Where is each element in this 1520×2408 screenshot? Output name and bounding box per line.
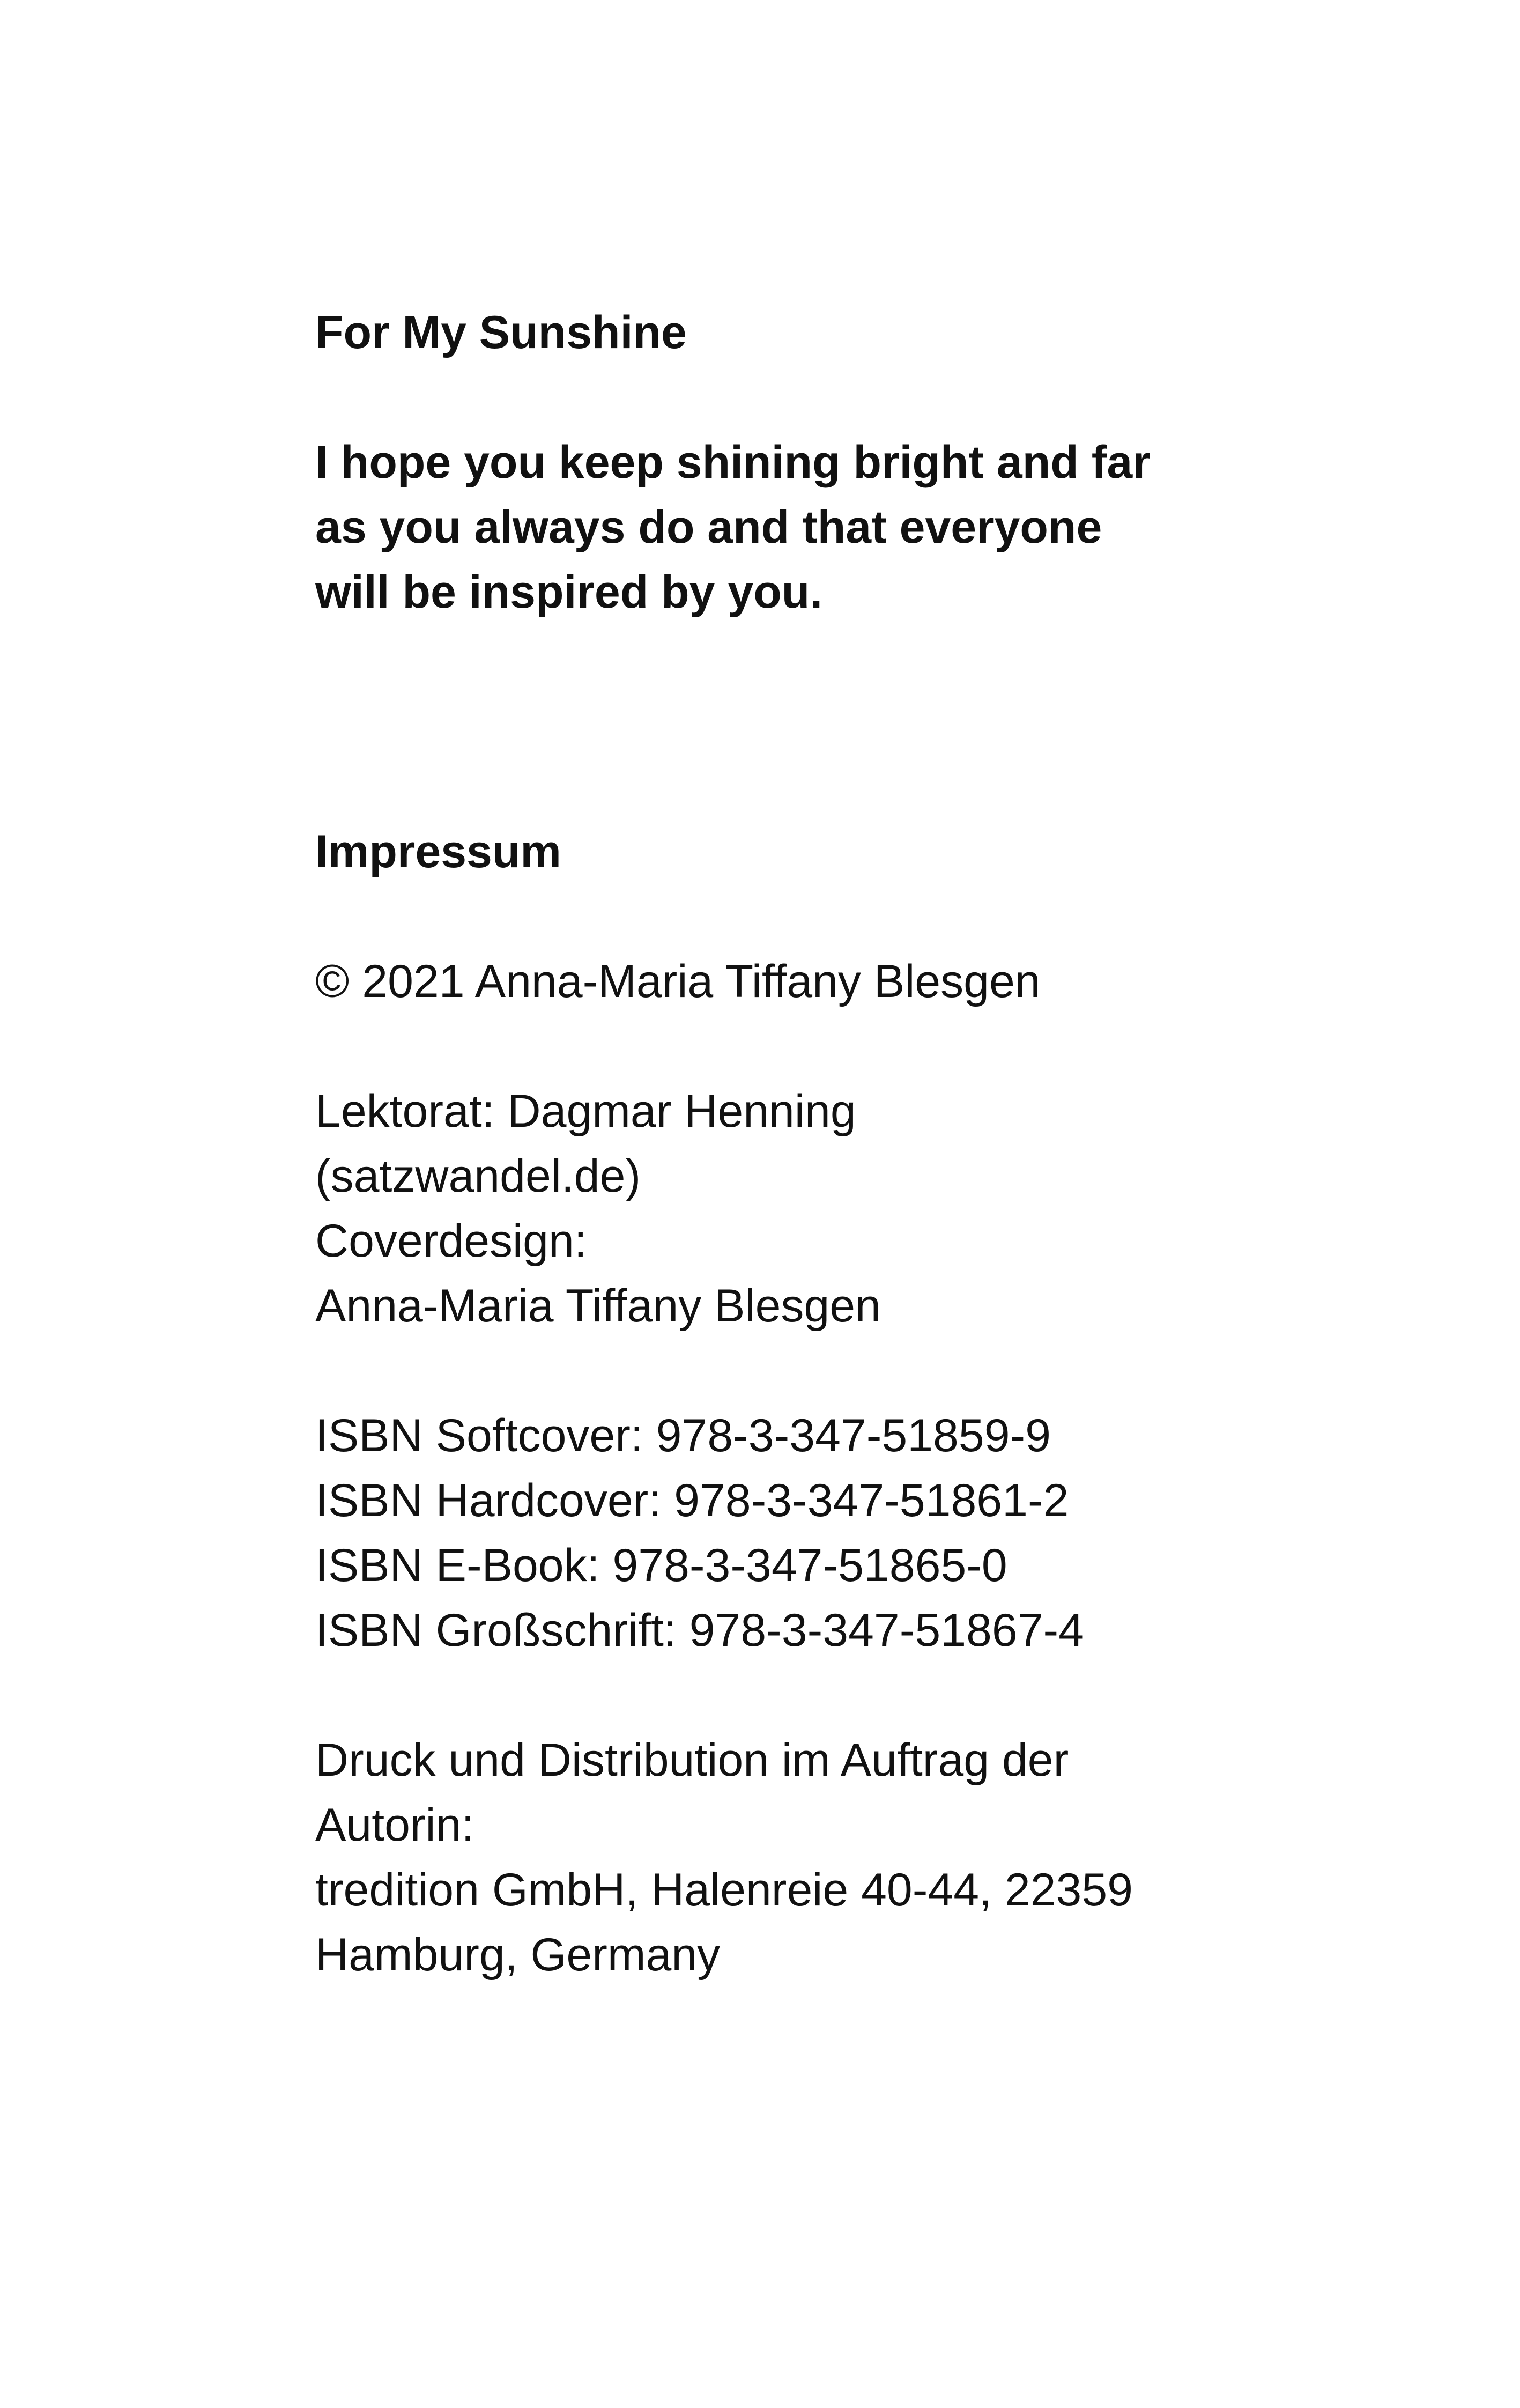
printing-line: tredition GmbH, Halenreie 40-44, 22359 <box>315 1864 1133 1916</box>
credits-line: Anna-Maria Tiffany Blesgen <box>315 1280 881 1332</box>
impressum-heading-text: Impressum <box>315 826 561 877</box>
printing-line: Druck und Distribution im Auftrag der <box>315 1734 1069 1786</box>
isbn-line: ISBN E-Book: 978-3-347-51865-0 <box>315 1540 1007 1591</box>
dedication-line: will be inspired by you. <box>315 566 823 618</box>
isbn-line: ISBN Hardcover: 978-3-347-51861-2 <box>315 1475 1069 1526</box>
isbn-block <box>315 1404 1388 1663</box>
spacer <box>315 1663 1388 1728</box>
credits-line: Lektorat: Dagmar Henning <box>315 1085 856 1137</box>
credits-block <box>315 1079 1388 1339</box>
dedication-line: I hope you keep shining bright and far <box>315 437 1151 488</box>
spacer <box>315 1339 1388 1404</box>
spacer <box>315 1014 1388 1079</box>
copyright-notice <box>315 949 1388 1014</box>
isbn-line: ISBN Großschrift: 978-3-347-51867-4 <box>315 1605 1084 1656</box>
page-content <box>315 300 1388 1988</box>
isbn-line: ISBN Softcover: 978-3-347-51859-9 <box>315 1410 1051 1461</box>
printing-line: Hamburg, Germany <box>315 1929 721 1981</box>
printing-block <box>315 1728 1388 1988</box>
spacer <box>315 625 1388 819</box>
dedication-title-text: For My Sunshine <box>315 307 687 358</box>
impressum-heading <box>315 819 1388 884</box>
credits-line: Coverdesign: <box>315 1215 587 1267</box>
spacer <box>315 884 1388 949</box>
dedication-title <box>315 300 1388 365</box>
printing-line: Autorin: <box>315 1799 474 1851</box>
credits-line: (satzwandel.de) <box>315 1150 641 1202</box>
dedication-text <box>315 430 1388 625</box>
copyright-text: © 2021 Anna-Maria Tiffany Blesgen <box>315 956 1041 1007</box>
dedication-line: as you always do and that everyone <box>315 501 1102 553</box>
spacer <box>315 365 1388 430</box>
